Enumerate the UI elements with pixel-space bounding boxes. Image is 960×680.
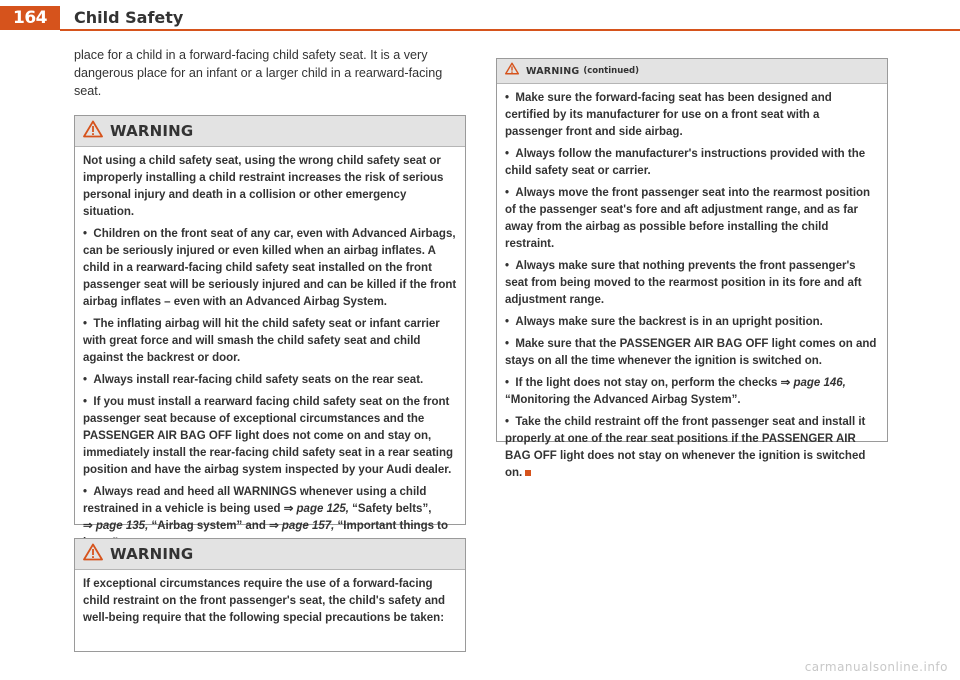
warning-box-1 — [74, 115, 466, 532]
arrow-icon: ⇒ — [283, 503, 294, 515]
bullet-text: Always read and heed all WARNINGS whenever using a child restrained in a vehicle is being used — [83, 486, 427, 515]
warning-box-3 — [496, 58, 888, 479]
page-ref-link[interactable]: page 125, — [296, 503, 349, 515]
footer-watermark: carmanualsonline.info — [804, 660, 948, 674]
warning-bullet: • Children on the front seat of any car, even with Advanced Airbags, can be seriously injured or even killed when an airbag inflates. A child in a rearward-facing child safety seat installed on the front passenger seat will be seriously injured and can be killed if the front airbag inflates – even with an Advanced Airbag System. — [83, 226, 457, 311]
warning-bullet: • The inflating airbag will hit the child safety seat or infant carrier with great force and will smash the child safety seat and child against the backrest or door. — [83, 316, 457, 367]
warning-bullet: • Always make sure that nothing prevents the front passenger's seat from being moved to the rearmost position in its fore and aft adjustment range. — [505, 258, 879, 309]
warning-bullet: • Always install rear-facing child safety seats on the rear seat. — [83, 372, 457, 389]
page-header — [0, 0, 960, 32]
warning-bullet: • Always follow the manufacturer's instructions provided with the child safety seat or carrier. — [505, 146, 879, 180]
warning-triangle-icon — [505, 62, 519, 80]
page-ref-link[interactable]: page 135, — [95, 520, 149, 532]
bullet-text: “Important things to — [337, 520, 449, 532]
warning-bullet: • Always make sure the backrest is in an upright position. — [505, 314, 879, 331]
warning-bullet: • Make sure that the PASSENGER AIR BAG OFF light comes on and stays on all the time whenever the ignition is switched on. — [505, 336, 879, 370]
warning-box-2-body — [75, 570, 465, 636]
header-rule — [60, 29, 960, 31]
warning-bullet: • Make sure the forward-facing seat has been designed and certified by its manufacturer for use on a front seat with a passenger front and side airbag. — [505, 90, 879, 141]
warning-title: WARNING — [110, 122, 194, 140]
warning-continued-label: (continued) — [583, 66, 639, 76]
warning-triangle-icon — [83, 543, 103, 566]
warning-box-1-header — [75, 116, 465, 147]
warning-bullet — [505, 414, 879, 482]
arrow-icon: ⇒ — [269, 520, 279, 532]
warning-box-3-body — [497, 84, 887, 491]
bullet-text: “Safety belts”, — [348, 503, 432, 515]
bullet-text: “Monitoring the Advanced Airbag System”. — [505, 394, 741, 406]
warning-title: WARNING — [110, 545, 194, 563]
bullet-text: Take the child restraint off the front passenger seat and install it properly at one of the rear seat positions if the PASSENGER AIR BAG OFF light does not stay on whenever the ignition is switched on. — [505, 416, 866, 479]
page-ref-link[interactable]: page 146, — [793, 377, 846, 389]
warning-bullet — [505, 375, 879, 409]
arrow-icon: ⇒ — [83, 520, 93, 532]
warning-text: If exceptional circumstances require the use of a forward-facing child restraint on the front passenger's seat, the child's safety and well-being require that the following special precautions be taken: — [83, 578, 446, 624]
warning-bullet: • If you must install a rearward facing child safety seat on the front passenger seat because of exceptional circumstances and the PASSENGER AIR BAG OFF light does not come on and stay on, immediately install the rear-facing child safety seat in a rear seating position and have the airbag system inspected by your Audi dealer. — [83, 394, 457, 479]
warning-box-2-header — [75, 539, 465, 570]
warning-box-2 — [74, 538, 466, 652]
warning-bullet: • Always move the front passenger seat into the rearmost position of the passenger seat's fore and aft adjustment range, and as far away from the airbag as possible before installing the child restraint. — [505, 185, 879, 253]
warning-box-1-body — [75, 147, 465, 561]
warning-title: WARNING — [526, 65, 580, 77]
page-ref-link[interactable]: page 157, — [281, 520, 335, 532]
page-number: 164 — [0, 6, 60, 30]
arrow-icon: ⇒ — [780, 377, 791, 389]
bullet-text: If the light does not stay on, perform the checks — [515, 377, 781, 389]
bullet-text: “Airbag system” and — [148, 520, 270, 532]
page-title: Child Safety — [74, 8, 184, 27]
section-end-icon — [525, 470, 531, 476]
warning-lead-text: Not using a child safety seat, using the wrong child safety seat or improperly installing a child restraint increases the risk of serious personal injury and death in a collision or other emergency situation. — [83, 155, 444, 218]
intro-paragraph: place for a child in a forward-facing child safety seat. It is a very dangerous place for an infant or a larger child in a rearward-facing seat. — [74, 48, 443, 98]
warning-triangle-icon — [83, 120, 103, 143]
warning-box-3-header — [497, 59, 887, 84]
